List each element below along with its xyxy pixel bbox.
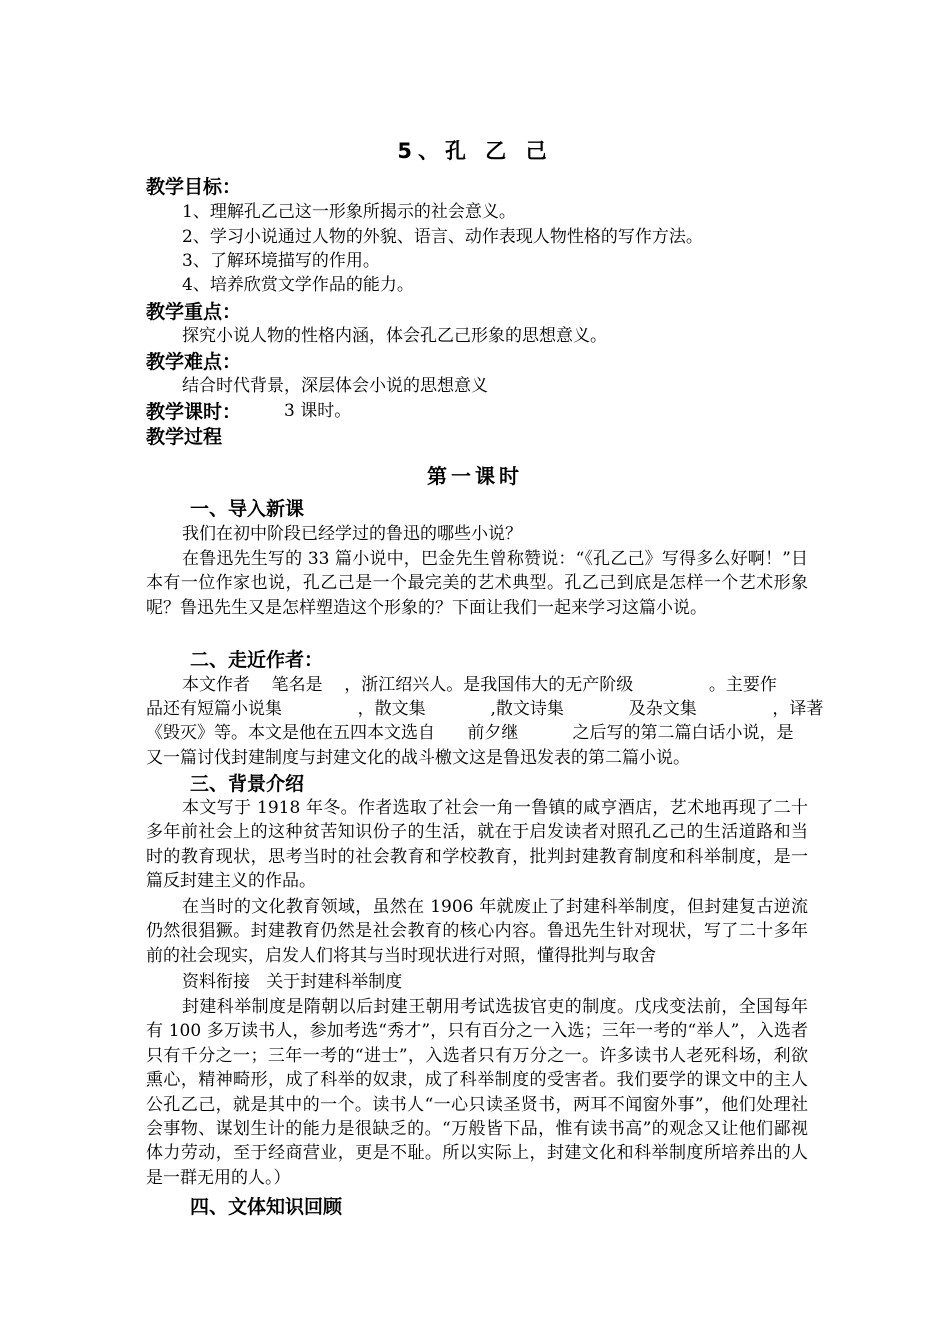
section-background-heading: 三、背景介绍	[190, 773, 305, 795]
intro-paragraph-2: 在鲁迅先生写的 33 篇小说中，巴金先生曾称赞说：“《孔乙己》写得多么好啊！”日本有一位作家也说，孔乙己是一个最完美的艺术典型。孔乙己到底是怎样一个艺术形象呢？鲁迅先生又是怎样塑造这个形象的？下面让我们一起来学习这篇小说。	[146, 549, 808, 618]
difficulties-text: 结合时代背景，深层体会小说的思想意义	[182, 376, 488, 396]
key-points-heading: 教学重点：	[146, 301, 242, 323]
background-paragraph-1: 本文写于 1918 年冬。作者选取了社会一角一鲁镇的咸亨酒店，艺术地再现了二十多年前社会上的这种贫苦知识份子的生活，就在于启发读者对照孔乙己的生活道路和当时的教育现状，思考当时的社会教育和学校教育，批判封建教育制度和科举制度，是一篇反封建主义的作品。	[146, 798, 808, 892]
objective-item-3: 3、了解环境描写的作用。	[182, 251, 380, 271]
objectives-heading: 教学目标：	[146, 176, 242, 198]
key-points-text: 探究小说人物的性格内涵，体会孔乙己形象的思想意义。	[182, 326, 607, 346]
objective-item-4: 4、培养欣赏文学作品的能力。	[182, 275, 414, 295]
section-intro-heading: 一、导入新课	[190, 498, 305, 520]
background-paragraph-4: 封建科举制度是隋朝以后封建王朝用考试选拔官吏的制度。戊戌变法前，全国每年有 100 多万读书人，参加考选“秀才”，只有百分之一入选；三年一考的“举人”，入选者只有千分之一；三年一考的“进士”，入选者只有万分之一。许多读书人老死科场，利欲熏心，精神畸形，成了科举的奴隶，成了科举制度的受害者。我们要学的课文中的主人公孔乙己，就是其中的一个。读书人“一心只读圣贤书，两耳不闻窗外事”，他们处理社会事物、谋划生计的能力是很缺乏的。“万般皆下品，惟有读书高”的观念又让他们鄙视体力劳动，至于经商营业，更是不耻。所以实际上，封建文化和科举制度所培养出的人是一群无用的人。）	[146, 997, 808, 1188]
difficulties-heading: 教学难点：	[146, 351, 242, 373]
author-line-2: 品还有短篇小说集 ，散文集 ,散文诗集 及杂文集 ，译著	[146, 699, 824, 719]
background-note-label: 资料衔接 关于封建科举制度	[182, 972, 403, 992]
objective-item-1: 1、理解孔乙己这一形象所揭示的社会意义。	[182, 202, 516, 222]
background-paragraph-2: 在当时的文化教育领域，虽然在 1906 年就废止了封建科举制度，但封建复古逆流仍然很猖獗。封建教育仍然是社会教育的核心内容。鲁迅先生针对现状，写了二十多年前的社会现实，启发人们将其与当时现状进行对照，懂得批判与取舍	[146, 897, 808, 966]
author-line-4: 又一篇讨伐封建制度与封建文化的战斗檄文这是鲁迅发表的第二篇小说。	[146, 748, 690, 768]
hours-value: 3 课时。	[284, 401, 352, 421]
objective-item-2: 2、学习小说通过人物的外貌、语言、动作表现人物性格的写作方法。	[182, 227, 703, 247]
section-author-heading: 二、走近作者：	[190, 649, 324, 671]
intro-paragraph-1: 我们在初中阶段已经学过的鲁迅的哪些小说？	[182, 524, 522, 544]
author-line-1: 本文作者 笔名是 ，浙江绍兴人。是我国伟大的无产阶级 。主要作	[182, 675, 777, 695]
process-heading: 教学过程	[146, 426, 223, 448]
section-genre-heading: 四、文体知识回顾	[190, 1196, 343, 1218]
author-line-3: 《毁灭》等。本文是他在五四本文选自 前夕继 之后写的第二篇白话小说，是	[146, 723, 794, 743]
lesson-title: 第一课时	[427, 464, 523, 488]
document-title: 5、孔 乙 己	[397, 139, 553, 163]
hours-heading: 教学课时：	[146, 401, 242, 423]
